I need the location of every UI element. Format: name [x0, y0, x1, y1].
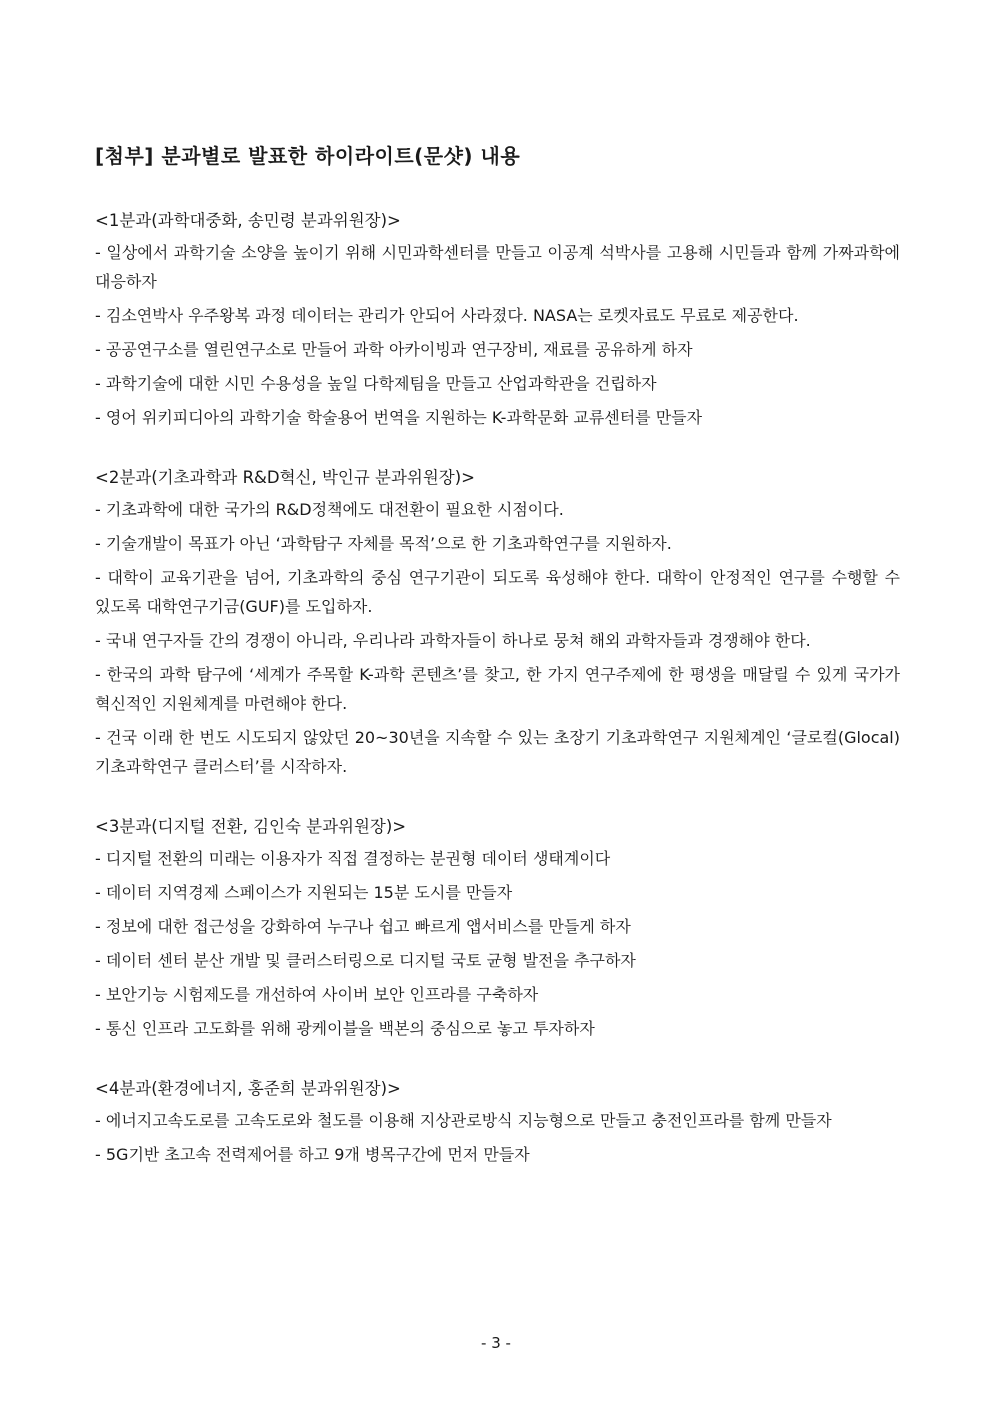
section-heading: <4분과(환경에너지, 홍준희 분과위원장)> [95, 1079, 401, 1098]
page-number: - 3 - [481, 1334, 511, 1352]
list-item: - 디지털 전환의 미래는 이용자가 직접 결정하는 분권형 데이터 생태계이다 [95, 849, 611, 868]
list-item: - 일상에서 과학기술 소양을 높이기 위해 시민과학센터를 만들고 이공계 석박사를 고용해 시민들과 함께 가짜과학에 대응하자 [95, 243, 900, 291]
section-4 [95, 1072, 900, 1169]
document-body [95, 136, 900, 1174]
section-2 [95, 461, 900, 781]
list-item: - 과학기술에 대한 시민 수용성을 높일 다학제팀을 만들고 산업과학관을 건립하자 [95, 374, 657, 393]
list-item: - 정보에 대한 접근성을 강화하여 누구나 쉽고 빠르게 앱서비스를 만들게 하자 [95, 917, 631, 936]
list-item: - 5G기반 초고속 전력제어를 하고 9개 병목구간에 먼저 만들자 [95, 1145, 530, 1164]
list-item: - 공공연구소를 열린연구소로 만들어 과학 아카이빙과 연구장비, 재료를 공유하게 하자 [95, 340, 693, 359]
list-item: - 국내 연구자들 간의 경쟁이 아니라, 우리나라 과학자들이 하나로 뭉쳐 해외 과학자들과 경쟁해야 한다. [95, 631, 811, 650]
list-item: - 건국 이래 한 번도 시도되지 않았던 20~30년을 지속할 수 있는 초장기 기초과학연구 지원체계인 ‘글로컬(Glocal) 기초과학연구 클러스터’를 시작하자. [95, 728, 900, 776]
section-1 [95, 204, 900, 432]
section-3 [95, 810, 900, 1043]
list-item: - 기술개발이 목표가 아닌 ‘과학탐구 자체를 목적’으로 한 기초과학연구를 지원하자. [95, 534, 672, 553]
list-item: - 영어 위키피디아의 과학기술 학술용어 번역을 지원하는 K-과학문화 교류센터를 만들자 [95, 408, 703, 427]
section-heading: <1분과(과학대중화, 송민령 분과위원장)> [95, 211, 401, 230]
list-item: - 에너지고속도로를 고속도로와 철도를 이용해 지상관로방식 지능형으로 만들고 충전인프라를 함께 만들자 [95, 1111, 832, 1130]
list-item: - 데이터 센터 분산 개발 및 클러스터링으로 디지털 국토 균형 발전을 추구하자 [95, 951, 636, 970]
list-item: - 한국의 과학 탐구에 ‘세계가 주목할 K-과학 콘텐츠’를 찾고, 한 가지 연구주제에 한 평생을 매달릴 수 있게 국가가 혁신적인 지원체계를 마련해야 한다. [95, 665, 900, 713]
list-item: - 김소연박사 우주왕복 과정 데이터는 관리가 안되어 사라졌다. NASA는 로켓자료도 무료로 제공한다. [95, 306, 799, 325]
list-item: - 데이터 지역경제 스페이스가 지원되는 15분 도시를 만들자 [95, 883, 513, 902]
list-item: - 보안기능 시험제도를 개선하여 사이버 보안 인프라를 구축하자 [95, 985, 539, 1004]
list-item: - 기초과학에 대한 국가의 R&D정책에도 대전환이 필요한 시점이다. [95, 500, 564, 519]
section-heading: <3분과(디지털 전환, 김인숙 분과위원장)> [95, 817, 407, 836]
section-heading: <2분과(기초과학과 R&D혁신, 박인규 분과위원장)> [95, 468, 476, 487]
list-item: - 대학이 교육기관을 넘어, 기초과학의 중심 연구기관이 되도록 육성해야 한다. 대학이 안정적인 연구를 수행할 수 있도록 대학연구기금(GUF)를 도입하자. [95, 568, 900, 616]
document-title: [첨부] 분과별로 발표한 하이라이트(문샷) 내용 [95, 144, 521, 168]
list-item: - 통신 인프라 고도화를 위해 광케이블을 백본의 중심으로 놓고 투자하자 [95, 1019, 595, 1038]
